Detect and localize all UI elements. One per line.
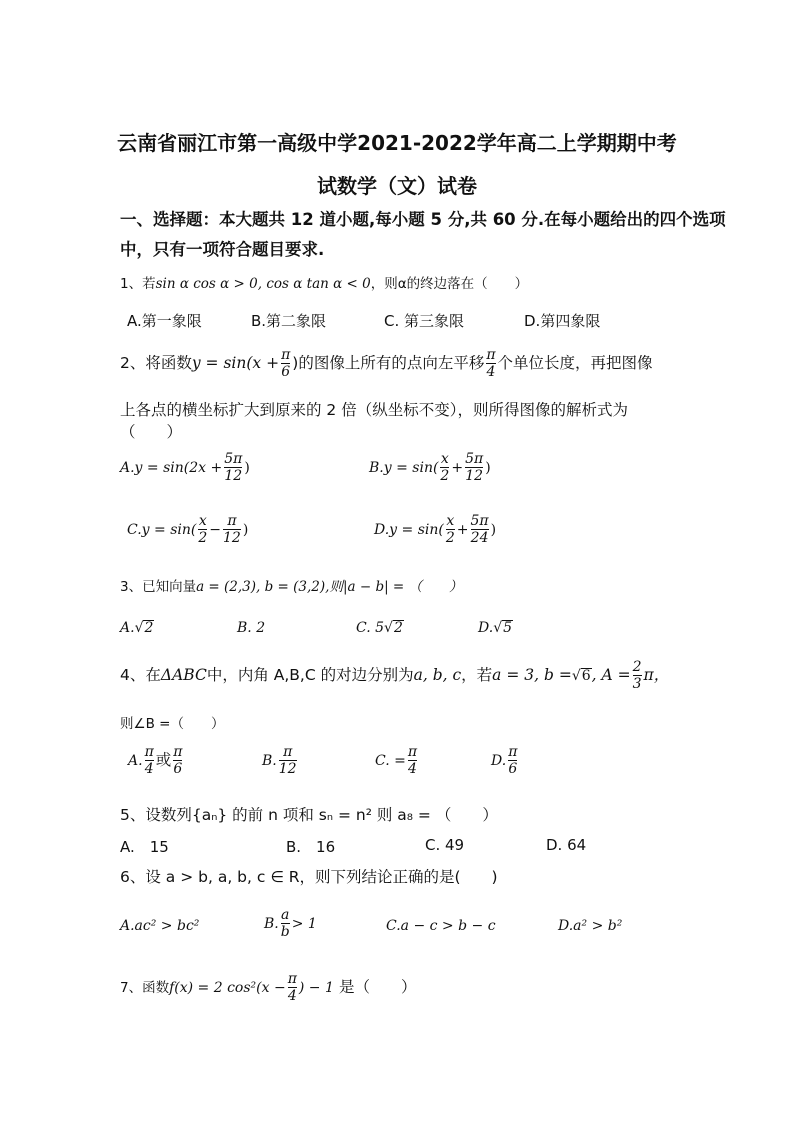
q5-option-d: D. 64 — [546, 836, 587, 854]
q6-option-a: A.ac² > bc² — [120, 918, 200, 934]
q2-tail: 个单位长度，再把图像 — [497, 354, 653, 373]
q2-option-c: C.y = sin( $\frac{x}{2}$ − $\frac{\pi}{12}$ ) — [127, 513, 249, 546]
q2-option-d: D.y = sin( $\frac{x}{2}$ + $\frac{5\pi}{24}$ ) — [374, 513, 497, 546]
q1-option-a: A.第一象限 — [127, 312, 202, 330]
question-2-line1 — [120, 348, 653, 379]
page-title-line1: 云南省丽江市第一高级中学2021-2022学年高二上学期期中考 — [117, 131, 677, 155]
q5-option-c: C. 49 — [425, 836, 465, 854]
q2-function: y = sin(x + — [191, 354, 280, 373]
q6-option-d: D.a² > b² — [558, 918, 623, 934]
question-3 — [120, 575, 463, 595]
q4-option-d: D. $\frac{\pi}{6}$ — [491, 744, 518, 777]
question-1 — [120, 272, 528, 292]
q1-option-c: C. 第三象限 — [384, 312, 465, 330]
q4-option-b: B. $\frac{\pi}{12}$ — [262, 744, 297, 777]
question-6: 6、设 a > b, a, b, c ∈ R，则下列结论正确的是( ) — [120, 868, 498, 886]
q2-fraction-2: $\frac{\pi}{4}$ — [486, 347, 496, 380]
q3-option-d: D.√5 — [478, 620, 513, 636]
q5-option-a: A. 15 — [120, 838, 169, 856]
q2-fraction-1: $\frac{\pi}{6}$ — [281, 347, 291, 380]
question-4-line2: 则∠B =（ ） — [120, 716, 225, 732]
q3-expression: a = (2,3), b = (3,2),则|a − b| = （ ） — [196, 579, 463, 595]
q1-suffix: ，则α的终边落在（ ） — [370, 276, 529, 292]
question-4-line1: 4、在ΔABC中，内角 A,B,C 的对边分别为a, b, c，若a = 3, b =√6, A = $\frac{2}{3}$ π， — [120, 659, 670, 692]
q3-prefix: 3、已知向量 — [120, 579, 197, 595]
section-header-line2: 中，只有一项符合题目要求. — [120, 240, 325, 259]
section-header-line1: 一、选择题：本大题共 12 道小题,每小题 5 分,共 60 分.在每小题给出的四个选项 — [120, 210, 726, 229]
q6-option-c: C.a − c > b − c — [386, 918, 496, 934]
q2-prefix: 2、将函数 — [120, 354, 192, 373]
question-7: 7、函数f(x) = 2 cos²(x − $\frac{\pi}{4}$ ) − 1 是（ ） — [120, 971, 417, 1004]
q6-option-b: B. $\frac{a}{b}$ > 1 — [264, 907, 317, 940]
q1-prefix: 1、若 — [120, 276, 156, 292]
q1-option-d: D.第四象限 — [524, 312, 601, 330]
q2-option-b: B.y = sin( $\frac{x}{2}$ + $\frac{5\pi}{12}$ ) — [369, 451, 491, 484]
question-5: 5、设数列{aₙ} 的前 n 项和 sₙ = n² 则 a₈ = （ ） — [120, 806, 498, 824]
q1-option-b: B.第二象限 — [251, 312, 327, 330]
q1-expression: sin α cos α > 0, cos α tan α < 0 — [155, 276, 371, 292]
q3-option-b: B. 2 — [237, 620, 266, 636]
question-2-line3: （ ） — [120, 423, 183, 441]
q4-option-a: A. $\frac{\pi}{4}$ 或 $\frac{\pi}{6}$ — [128, 744, 183, 777]
page-title-line2: 试数学（文）试卷 — [317, 174, 477, 198]
q3-option-a: A.√2 — [120, 620, 154, 636]
q3-option-c: C. 5√2 — [356, 620, 403, 636]
question-2-line2: 上各点的横坐标扩大到原来的 2 倍（纵坐标不变），则所得图像的解析式为 — [120, 401, 628, 419]
q5-option-b: B. 16 — [286, 838, 336, 856]
q2-option-a: A.y = sin(2x + $\frac{5\pi}{12}$ ) — [120, 451, 250, 484]
q2-mid: )的图像上所有的点向左平移 — [292, 354, 485, 373]
q4-option-c: C. = $\frac{\pi}{4}$ — [375, 744, 418, 777]
